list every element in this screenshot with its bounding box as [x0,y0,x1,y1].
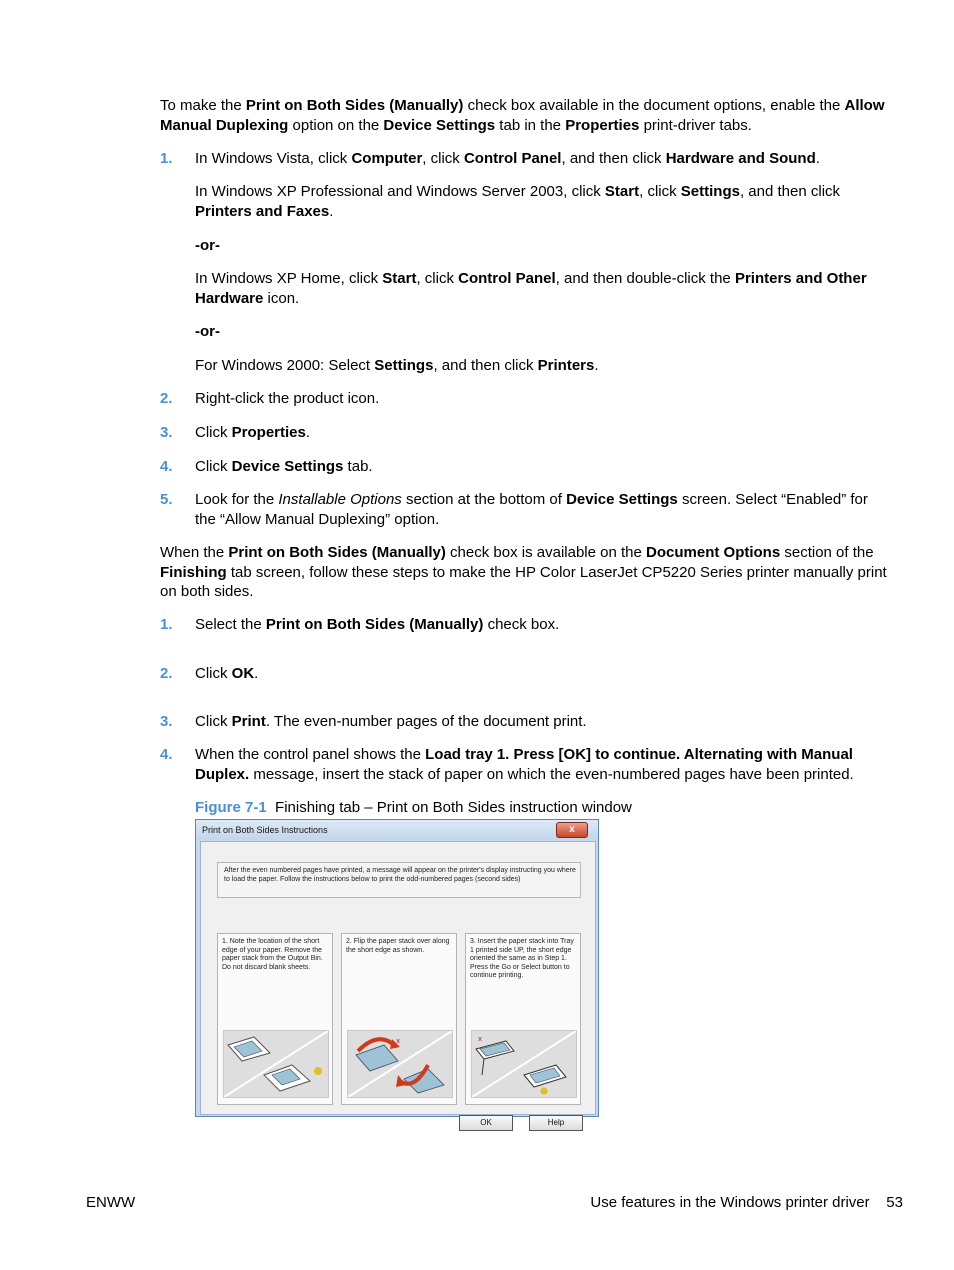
step-panel-1 [217,933,333,1105]
flip-stack-illustration [347,1030,453,1098]
or-separator: -or- [195,323,220,340]
step-text-win2000: For Windows 2000: Select Settings, and then click Printers. [195,357,599,374]
step-number: 3. [160,424,173,441]
ok-button[interactable]: OK [459,1115,513,1131]
step-number: 1. [160,150,173,167]
step-number: 2. [160,665,173,682]
step-text: Click Properties. [195,424,311,441]
step-text: Click Device Settings tab. [195,458,373,475]
dialog-title: Print on Both Sides Instructions [202,825,328,835]
step-panel-2 [341,933,457,1105]
step-text-xp-pro: In Windows XP Professional and Windows Server 2003, click Start, click Settings, and then click Printers and Faxes. [195,183,841,220]
step-number: 4. [160,746,173,763]
step-text: When the control panel shows the Load tray 1. Press [OK] to continue. Alternating with Manual Duplex. message, insert the stack of paper on which the even-numbered pages have been printed. [195,746,854,783]
step-text: Click Print. The even-number pages of the document print. [195,713,587,730]
dialog-content [203,843,593,1127]
close-button[interactable]: x [556,822,588,838]
step-text-xp-home: In Windows XP Home, click Start, click Control Panel, and then double-click the Printers and Other Hardware icon. [195,270,867,307]
step-number: 1. [160,616,173,633]
panel-text: 2. Flip the paper stack over along the short edge as shown. [346,938,450,954]
insert-tray-illustration [471,1030,577,1098]
dialog-titlebar [196,820,598,840]
paper-stack-illustration [223,1030,329,1098]
step-panel-3 [465,933,581,1105]
or-separator: -or- [195,237,220,254]
dialog-client-area [200,841,596,1127]
middle-paragraph: When the Print on Both Sides (Manually) check box is available on the Document Options section of the Finishing tab screen, follow these steps to make the HP Color LaserJet CP5220 Series printer manually print on both sides. [160,544,887,600]
step-number: 3. [160,713,173,730]
svg-text:x: x [478,1035,483,1043]
figure-caption: Figure 7-1 Finishing tab – Print on Both Sides instruction window [195,799,632,816]
step-number: 5. [160,491,173,508]
step-number: 4. [160,458,173,475]
step-text: Right-click the product icon. [195,390,380,407]
svg-text:x: x [396,1037,401,1045]
footer-right: Use features in the Windows printer driver 53 [590,1194,903,1211]
print-both-sides-dialog [195,819,599,1127]
step-number: 2. [160,390,173,407]
help-button[interactable]: Help [529,1115,583,1131]
footer-left: ENWW [86,1194,136,1211]
intro-paragraph: To make the Print on Both Sides (Manually) check box available in the document options, enable the Allow Manual Duplexing option on the Device Settings tab in the Properties print-driver tabs. [160,97,885,134]
step-text: Click OK. [195,665,259,682]
step-text: Look for the Installable Options section at the bottom of Device Settings screen. Select “Enabled” for the “Allow Manual Duplexing” option. [195,491,868,528]
figure-label: Figure 7-1 [195,799,267,816]
instruction-message-box [217,862,581,898]
panel-text: 1. Note the location of the short edge of your paper. Remove the paper stack from the Output Bin. Do not discard blank sheets. [222,938,323,971]
step-text: Select the Print on Both Sides (Manually) check box. [195,616,560,633]
panel-text: 3. Insert the paper stack into Tray 1 printed side UP, the short edge oriented the same as in Step 1. Press the Go or Select button to continue printing. [470,938,574,980]
step-text-vista: In Windows Vista, click Computer, click Control Panel, and then click Hardware and Sound. [195,150,820,167]
instruction-message: After the even numbered pages have printed, a message will appear on the printer's display instructing you where to load the paper. Follow the instructions below to print the odd-numbered pages (second sides) [224,867,576,883]
